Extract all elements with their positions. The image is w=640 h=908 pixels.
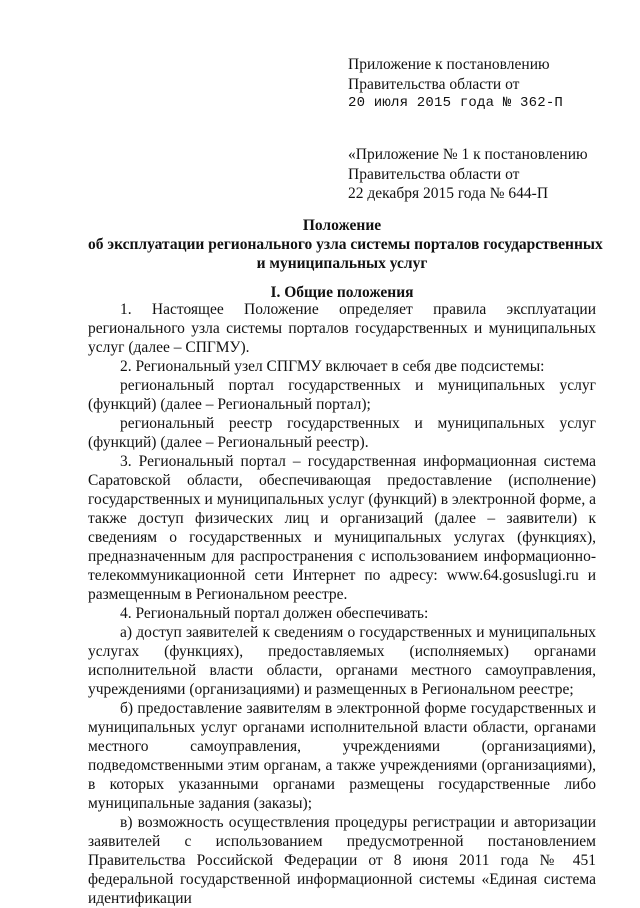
document-body [88,300,596,908]
document-title-line: и муниципальных услуг [256,255,428,272]
body-paragraph: региональный реестр государственных и муниципальных услуг (функций) (далее – Региональный реестр). [88,415,596,451]
section-heading: I. Общие положения [270,284,414,301]
body-paragraph: 3. Региональный портал – государственная информационная система Саратовской области, обеспечивающая предоставление (исполнение) государственных и муниципальных услуг (функций) в электронной форме, а также доступ физических лиц и организаций (далее – заявители) к сведениям о государственных и муниципальных услугах (функциях), предназначенным для распространения с использованием информационно-телекоммуникационной сети Интернет по адресу: www.64.gosuslugi.ru и размещенным в Региональном реестре. [88,453,596,603]
body-paragraph: а) доступ заявителей к сведениям о государственных и муниципальных услугах (функциях), предоставляемых (исполняемых) органами исполнительной власти области, органами местного самоуправления, учреждениями (организациями) и размещенных в Региональном реестре; [88,624,596,698]
document-title-line: Положение [302,217,382,234]
appendix-header-line: Правительства области от [348,165,520,183]
appendix-header-date-line: 20 июля 2015 года № 362-П [348,95,564,111]
appendix-header-line: Правительства области от [348,75,520,93]
body-paragraph: 1. Настоящее Положение определяет правила эксплуатации регионального узла системы порталов государственных и муниципальных услуг (далее – СПГМУ). [88,301,596,356]
appendix-header-line: Приложение к постановлению [348,56,550,73]
document-title [88,216,603,273]
appendix-header-original [348,145,588,204]
body-paragraph: региональный портал государственных и муниципальных услуг (функций) (далее – Региональный портал); [88,377,596,413]
appendix-header-current [348,55,563,114]
appendix-header-date-line: 22 декабря 2015 года № 644-П [348,185,549,202]
body-paragraph: б) предоставление заявителям в электронной форме государственных и муниципальных услуг органами исполнительной власти области, органами местного самоуправления, учреждениями (организациями), подведомственными этим органам, а также учреждениями (организациями), в которых указанными органами размещены государственные либо муниципальные задания (заказы); [88,700,596,812]
body-paragraph: 2. Региональный узел СПГМУ включает в себя две подсистемы: [120,358,545,375]
body-paragraph: в) возможность осуществления процедуры регистрации и авторизации заявителей с использованием предусмотренной постановлением Правительства Российской Федерации от 8 июня 2011 года № 451 федеральной государственной информационной системы «Единая система идентификации [88,814,596,907]
document-title-line: об эксплуатации регионального узла системы порталов государственных [88,236,603,253]
body-paragraph: 4. Региональный портал должен обеспечивать: [120,605,429,622]
appendix-header-line: «Приложение № 1 к постановлению [348,146,588,163]
